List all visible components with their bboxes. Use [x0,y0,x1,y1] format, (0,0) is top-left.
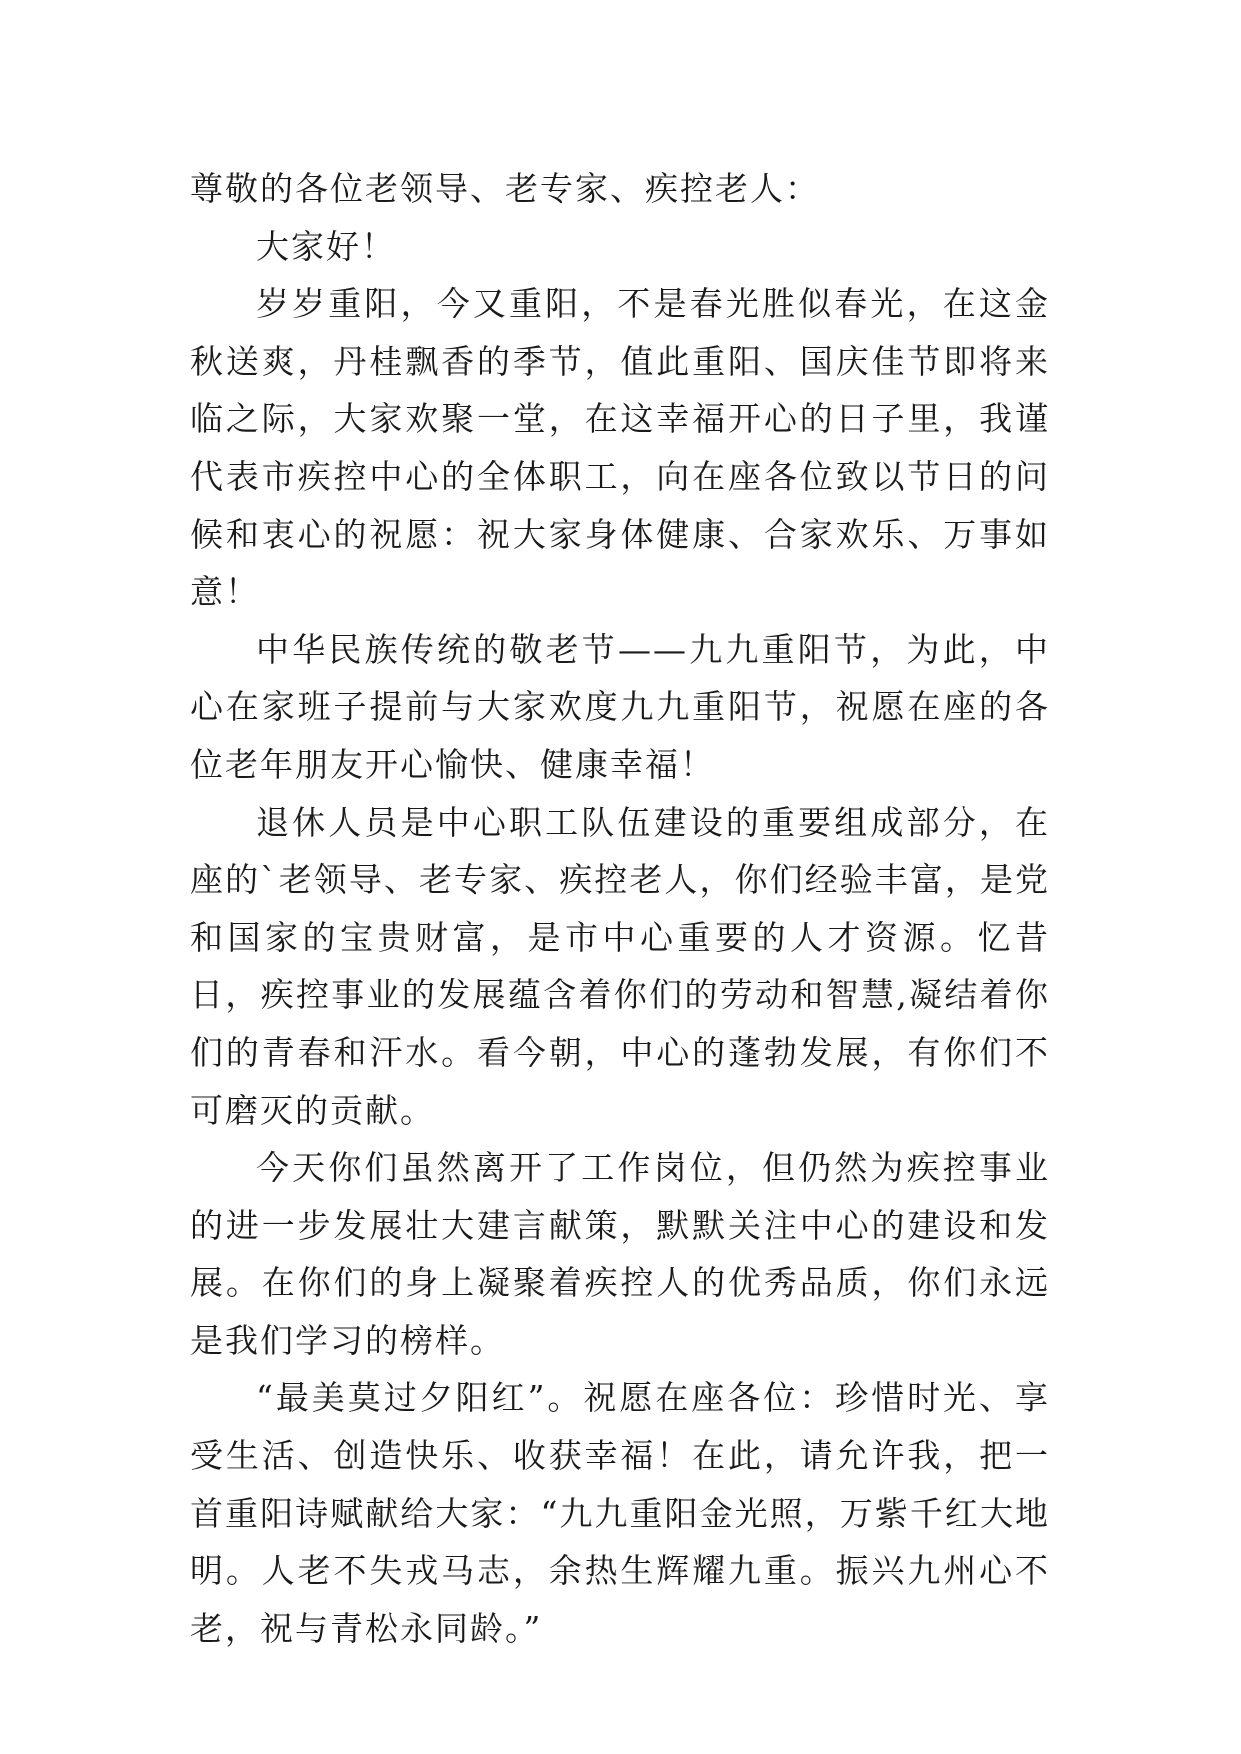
paragraph-festival-wishes: 岁岁重阳，今又重阳，不是春光胜似春光，在这金秋送爽，丹桂飘香的季节，值此重阳、国庆佳节即将来临之际，大家欢聚一堂，在这幸福开心的日子里，我谨代表市疾控中心的全体职工，向在座各位致以节日的问候和衷心的祝愿：祝大家身体健康、合家欢乐、万事如意！ [190,284,1050,612]
paragraph-greeting: 大家好！ [256,226,396,266]
paragraph-closing-poem: “最美莫过夕阳红”。祝愿在座各位：珍惜时光、享受生活、创造快乐、收获幸福！在此，请允许我，把一首重阳诗赋献给大家：“九九重阳金光照，万紫千红大地明。人老不失戎马志，余热生辉耀九重。振兴九州心不老，祝与青松永同龄。” [190,1378,1050,1648]
speech-body [190,160,1050,1657]
paragraph-double-ninth: 中华民族传统的敬老节——九九重阳节，为此，中心在家班子提前与大家欢度九九重阳节，祝愿在座的各位老年朋友开心愉快、健康幸福！ [190,629,1050,784]
salutation: 尊敬的各位老领导、老专家、疾控老人： [190,169,820,208]
paragraph-retirees: 退休人员是中心职工队伍建设的重要组成部分，在座的`老领导、老专家、疾控老人，你们经验丰富，是党和国家的宝贵财富，是市中心重要的人才资源。忆昔日，疾控事业的发展蕴含着你们的劳动和智慧,凝结着你们的青春和汗水。看今朝，中心的蓬勃发展，有你们不可磨灭的贡献。 [190,802,1050,1130]
paragraph-contributions: 今天你们虽然离开了工作岗位，但仍然为疾控事业的进一步发展壮大建言献策，默默关注中心的建设和发展。在你们的身上凝聚着疾控人的优秀品质，你们永远是我们学习的榜样。 [190,1148,1050,1360]
